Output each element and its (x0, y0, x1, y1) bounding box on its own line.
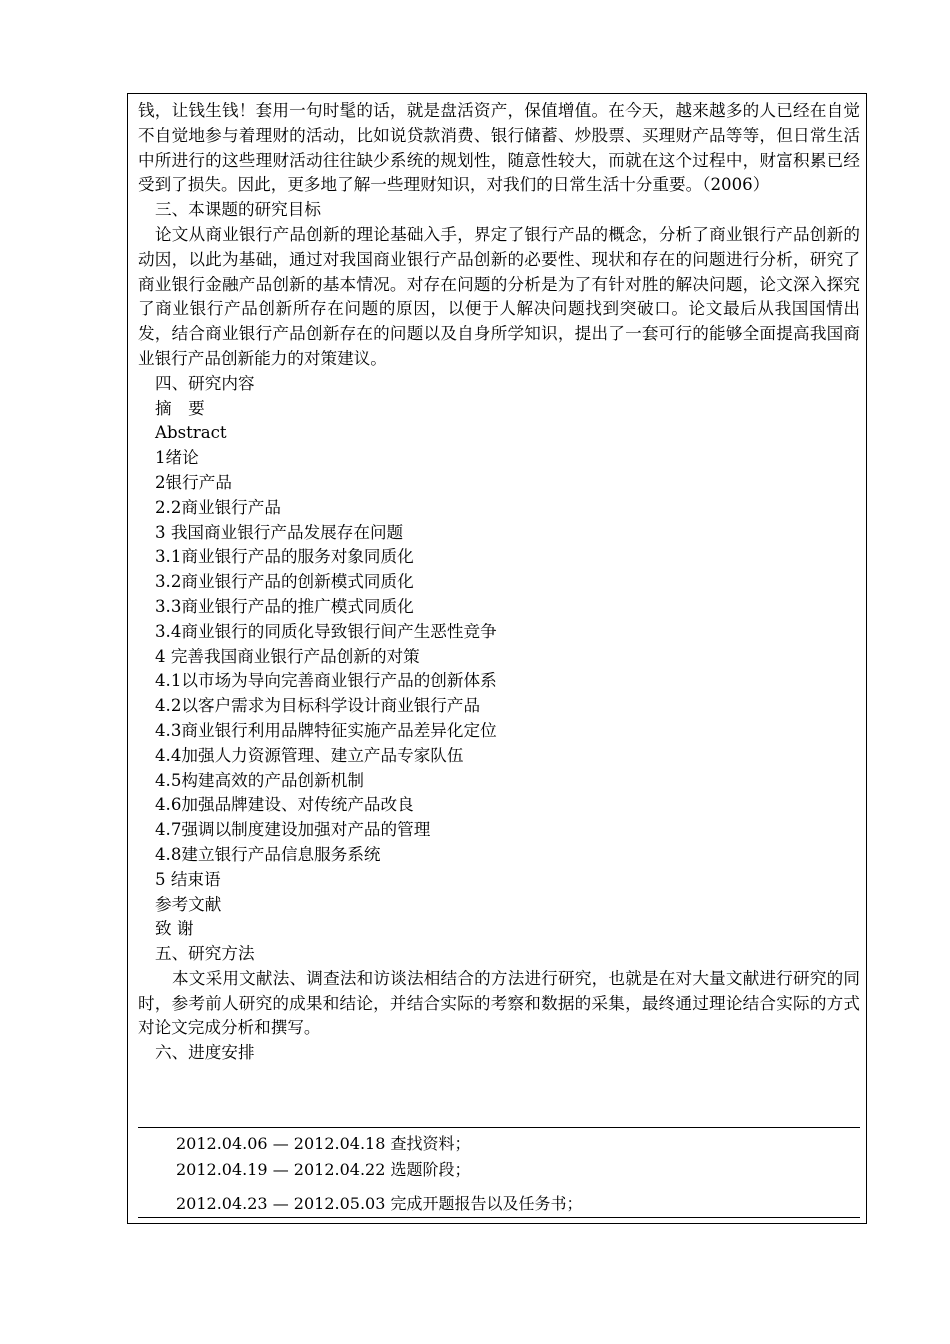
contents-item: 4.4加强人力资源管理、建立产品专家队伍 (155, 745, 464, 765)
section3-body: 论文从商业银行产品创新的理论基础入手，界定了银行产品的概念，分析了商业银行产品创新的动因，以此为基础，通过对我国商业银行产品创新的必要性、现状和存在的问题进行分析，研究了商业银行金融产品创新的基本情况。对存在问题的分析是为了有针对胜的解决问题，论文深入探究了商业银行产品创新所存在问题的原因，以便于人解决问题找到突破口。论文最后从我国国情出发，结合商业银行产品创新存在的问题以及自身所学知识，提出了一套可行的能够全面提高我国商业银行产品创新能力的对策建议。 (138, 224, 860, 368)
intro-paragraph: 钱，让钱生钱！套用一句时髦的话，就是盘活资产，保值增值。在今天，越来越多的人已经在自觉不自觉地参与着理财的活动，比如说贷款消费、银行储蓄、炒股票、买理财产品等等，但日常生活中所进行的这些理财活动往往缺少系统的规划性，随意性较大，而就在这个过程中，财富积累已经受到了损失。因此，更多地了解一些理财知识，对我们的日常生活十分重要。（2006） (138, 101, 860, 195)
schedule-row: 2012.04.23 — 2012.05.03 完成开题报告以及任务书； (176, 1194, 583, 1213)
contents-item: 4 完善我国商业银行产品创新的对策 (155, 646, 420, 666)
schedule-row: 2012.04.06 — 2012.04.18 查找资料； (176, 1134, 471, 1153)
contents-list (138, 397, 860, 943)
contents-item: 4.7强调以制度建设加强对产品的管理 (155, 820, 431, 840)
contents-item: 4.8建立银行产品信息服务系统 (155, 844, 381, 864)
contents-item: 4.6加强品牌建设、对传统产品改良 (155, 795, 414, 815)
contents-item: 5 结束语 (155, 869, 221, 889)
section6-heading: 六、进度安排 (155, 1043, 255, 1063)
contents-item: 3.1商业银行产品的服务对象同质化 (155, 547, 414, 567)
contents-item: 4.3商业银行利用品牌特征实施产品差异化定位 (155, 720, 497, 740)
section4-heading: 四、研究内容 (155, 373, 255, 393)
contents-item: Abstract (155, 423, 227, 443)
contents-item: 3.4商业银行的同质化导致银行间产生恶性竞争 (155, 621, 497, 641)
contents-item: 4.1以市场为导向完善商业银行产品的创新体系 (155, 671, 497, 691)
contents-item: 参考文献 (155, 894, 222, 914)
contents-item: 1绪论 (155, 448, 199, 468)
schedule-table (138, 1127, 860, 1218)
section3-heading: 三、本课题的研究目标 (155, 200, 321, 220)
schedule-row: 2012.04.19 — 2012.04.22 选题阶段； (176, 1160, 471, 1179)
report-frame (127, 93, 867, 1224)
section5-body: 本文采用文献法、调查法和访谈法相结合的方法进行研究，也就是在对大量文献进行研究的同时，参考前人研究的成果和结论，并结合实际的考察和数据的采集，最终通过理论结合实际的方式对论文完成分析和撰写。 (138, 968, 860, 1038)
contents-item: 4.2以客户需求为目标科学设计商业银行产品 (155, 696, 481, 716)
contents-item: 摘 要 (155, 398, 205, 418)
contents-item: 2银行产品 (155, 472, 232, 492)
contents-item: 2.2商业银行产品 (155, 497, 281, 517)
report-content (138, 99, 860, 1066)
contents-item: 4.5构建高效的产品创新机制 (155, 770, 364, 790)
contents-item: 3.2商业银行产品的创新模式同质化 (155, 572, 414, 592)
contents-item: 3 我国商业银行产品发展存在问题 (155, 522, 404, 542)
contents-item: 3.3商业银行产品的推广模式同质化 (155, 596, 414, 616)
section5-heading: 五、研究方法 (155, 944, 255, 964)
contents-item: 致 谢 (155, 919, 194, 939)
